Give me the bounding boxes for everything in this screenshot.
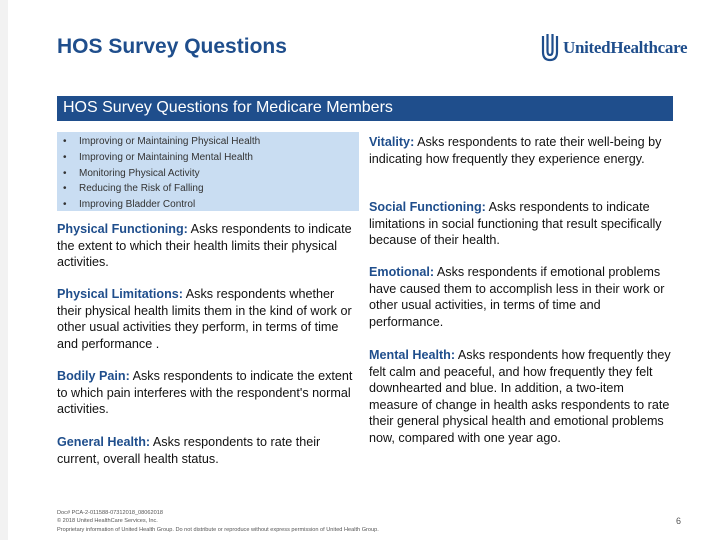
list-item: • Reducing the Risk of Falling	[63, 183, 204, 195]
document-id: Doc# PCA-2-011588-07312018_08062018	[57, 510, 163, 516]
proprietary-notice: Proprietary information of United Health Group. Do not distribute or reproduce without express permission of United Health Group.	[57, 526, 379, 533]
emotional-description: Emotional: Asks respondents if emotional problems have caused them to accomplish less in their work or other usual activities, in terms of time and performance.	[369, 265, 665, 329]
physical-limitations-description: Physical Limitations: Asks respondents whether their physical health limits them in the kind of work or other usual activities they perform, in terms of time and performance .	[57, 287, 352, 351]
bodily-pain-description: Bodily Pain: Asks respondents to indicate the extent to which pain interferes with the respondent's normal activities.	[57, 369, 353, 416]
physical-functioning-description: Physical Functioning: Asks respondents to indicate the extent to which their health limits their physical activities.	[57, 222, 352, 269]
page-title: HOS Survey Questions	[57, 35, 287, 58]
copyright: © 2018 United HealthCare Services, Inc.	[57, 518, 158, 525]
list-item: • Improving Bladder Control	[63, 199, 196, 211]
mental-health-description: Mental Health: Asks respondents how frequently they felt calm and peaceful, and how frequently they felt downhearted and blue. In addition, a two-item measure of change in health asks respondents to rate their general physical health and emotional problems now, compared with one year ago.	[369, 348, 671, 445]
measures-list	[57, 132, 359, 211]
page-number: 6	[676, 516, 682, 526]
logo-wordmark: UnitedHealthcare	[563, 38, 688, 57]
general-health-description: General Health: Asks respondents to rate their current, overall health status.	[57, 435, 321, 466]
left-edge-bar	[0, 0, 8, 540]
social-functioning-description: Social Functioning: Asks respondents to indicate limitations in social functioning that result specifically because of their health.	[369, 200, 662, 247]
unitedhealthcare-logo	[541, 34, 687, 62]
list-item: • Improving or Maintaining Physical Health	[63, 136, 261, 147]
uhc-shield-icon	[541, 34, 559, 62]
list-item: • Improving or Maintaining Mental Health	[63, 151, 253, 163]
list-item: • Monitoring Physical Activity	[63, 167, 200, 179]
vitality-description: Vitality: Asks respondents to rate their well-being by indicating how frequently they experience energy.	[369, 135, 662, 166]
section-banner: HOS Survey Questions for Medicare Members	[57, 96, 673, 121]
footer-notice	[57, 509, 379, 534]
